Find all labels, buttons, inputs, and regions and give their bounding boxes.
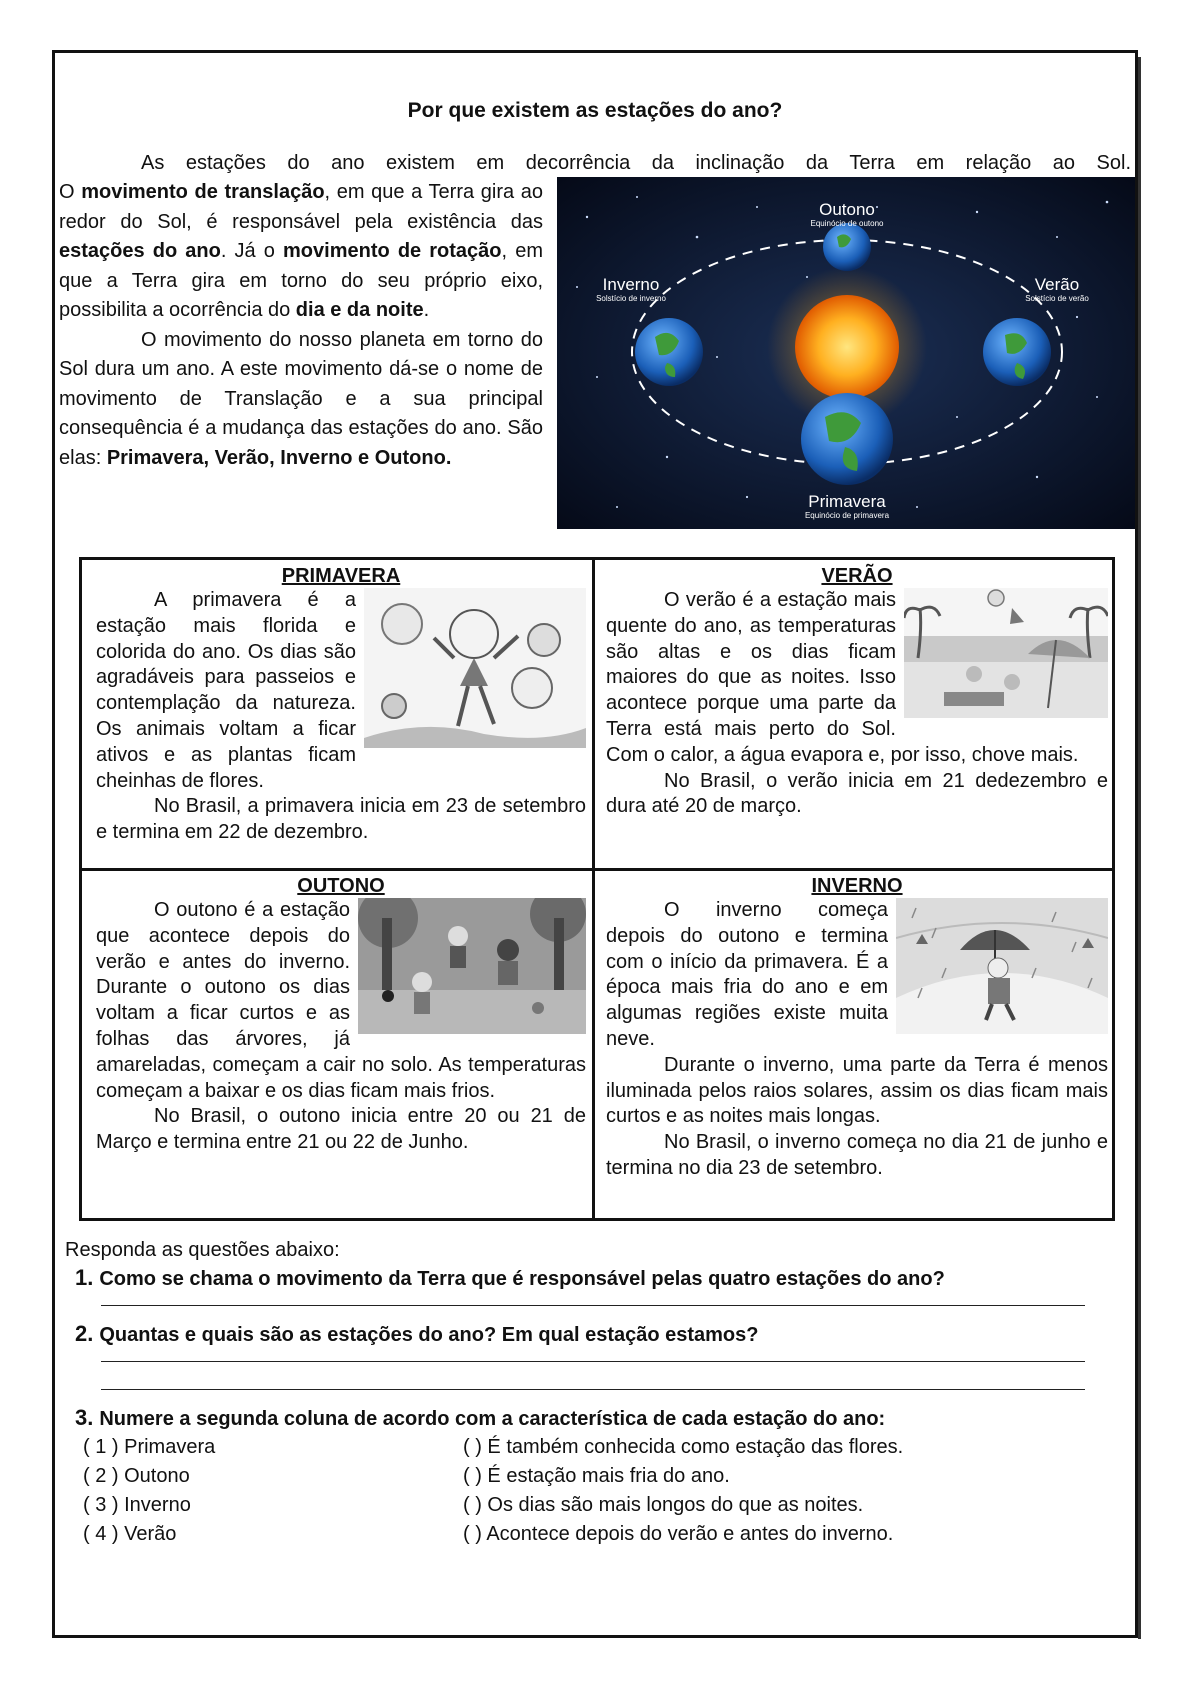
question-3-number: 3.	[75, 1405, 94, 1430]
match-right-item[interactable]: ( ) É estação mais fria do ano.	[463, 1465, 730, 1487]
intro-p2-bold: Primavera, Verão, Inverno e Outono.	[106, 446, 452, 469]
match-left-item: ( 4 ) Verão	[83, 1523, 177, 1545]
season-cell-inverno	[606, 874, 1108, 1182]
inverno-text-1: O inverno começa depois do outono e termina com o início da primavera. É a época mais fria do ano e em algumas regiões existe muita neve.	[606, 899, 888, 1050]
question-3	[75, 1405, 885, 1431]
season-title-inverno: INVERNO	[811, 875, 903, 897]
match-left-item: ( 3 ) Inverno	[83, 1494, 191, 1516]
question-1	[75, 1265, 945, 1291]
season-title-verao: VERÃO	[821, 565, 893, 587]
season-cell-primavera	[96, 564, 586, 846]
question-1-text: Como se chama o movimento da Terra que é responsável pelas quatro estações do ano?	[99, 1268, 945, 1290]
match-left-item: ( 2 ) Outono	[83, 1465, 190, 1487]
label-outono-sub: Equinócio de outono	[810, 219, 884, 228]
label-outono: Outono	[819, 200, 875, 219]
inverno-text-3: No Brasil, o inverno começa no dia 21 de junho e termina no dia 23 de setembro.	[606, 1131, 1108, 1179]
primavera-text-1: A primavera é a estação mais florida e colorida do ano. Os dias são agradáveis para passeios e contemplação da natureza. Os animais voltam a ficar ativos e as plantas ficam cheinhas de flores.	[96, 589, 356, 792]
question-2-text: Quantas e quais são as estações do ano? Em qual estação estamos?	[99, 1324, 759, 1346]
intro-p1-run: .	[423, 299, 430, 321]
page-title: Por que existem as estações do ano?	[407, 99, 783, 122]
beach-illustration	[904, 588, 1108, 718]
intro-text	[59, 178, 543, 473]
questions-intro: Responda as questões abaixo:	[65, 1239, 340, 1261]
intro-first-line: As estações do ano existem em decorrência da inclinação da Terra em relação ao Sol.	[141, 152, 1131, 174]
intro-p1-run: . Já o	[220, 240, 284, 262]
earth-autumn-icon	[823, 223, 871, 271]
season-title-primavera: PRIMAVERA	[281, 565, 401, 587]
answer-line-2a[interactable]	[101, 1361, 1085, 1362]
intro-p1-run: , em que a Terra gira ao redor do Sol, é responsável pela existência das	[59, 181, 543, 233]
question-2	[75, 1321, 759, 1347]
label-inverno: Inverno	[602, 275, 660, 294]
intro-paragraph-2	[59, 326, 543, 474]
question-2-number: 2.	[75, 1321, 94, 1346]
seasons-orbit-diagram	[557, 177, 1135, 529]
label-verao: Verão	[1034, 275, 1080, 294]
sun-icon	[795, 295, 899, 399]
question-1-number: 1.	[75, 1265, 94, 1290]
outono-text-2: No Brasil, o outono inicia entre 20 ou 21 de Março e termina entre 21 ou 22 de Junho.	[96, 1105, 586, 1154]
verao-text-2: No Brasil, o verão inicia em 21 dedezembro e dura até 20 de março.	[606, 769, 1108, 818]
intro-p1-run: dia e da noite	[295, 299, 424, 321]
intro-paragraph-1	[59, 178, 543, 326]
inverno-text-2: Durante o inverno, uma parte da Terra é menos iluminada pelos raios solares, assim os dias ficam mais curtos e as noites mais longas.	[606, 1053, 1108, 1128]
girl-with-flowers-illustration	[364, 588, 586, 748]
label-primavera-sub: Equinócio de primavera	[804, 511, 890, 520]
primavera-text-2: No Brasil, a primavera inicia em 23 de setembro e termina em 22 de dezembro.	[96, 795, 586, 844]
season-cell-outono	[96, 874, 586, 1156]
answer-line-2b[interactable]	[101, 1389, 1085, 1390]
match-right-item[interactable]: ( ) É também conhecida como estação das flores.	[463, 1436, 904, 1458]
match-right-item[interactable]: ( ) Os dias são mais longos do que as noites.	[463, 1494, 864, 1516]
children-autumn-leaves-illustration	[358, 898, 586, 1034]
outono-text-1: O outono é a estação que acontece depois do verão e antes do inverno. Durante o outono os dias voltam a ficar curtos e as folhas das árvores, já amareladas, começam a cair no solo. As temperaturas começam a baixar e os dias ficam mais frios.	[96, 899, 586, 1102]
page-frame	[52, 50, 1138, 1638]
label-primavera: Primavera	[808, 492, 886, 511]
label-verao-sub: Solstício de verão	[1025, 294, 1089, 303]
verao-text-1: O verão é a estação mais quente do ano, as temperaturas são altas e os dias ficam maiores do que as noites. Isso acontece porque uma parte da Terra está mais perto do Sol. Com o calor, a água evapora e, por isso, chove mais.	[606, 589, 1079, 766]
match-right-item[interactable]: ( ) Acontece depois do verão e antes do inverno.	[463, 1523, 894, 1545]
label-inverno-sub: Solstício de inverno	[596, 294, 666, 303]
intro-p1-run: movimento de rotação	[283, 240, 502, 262]
match-right-column	[463, 1433, 903, 1549]
match-left-column	[83, 1433, 215, 1549]
intro-p1-run: movimento de translação	[81, 181, 325, 203]
girl-in-rain-illustration	[896, 898, 1108, 1034]
intro-p1-run: , em que a Terra gira em torno do seu próprio eixo, possibilita a ocorrência do	[59, 240, 543, 321]
season-title-outono: OUTONO	[297, 875, 385, 897]
answer-line-1[interactable]	[101, 1305, 1085, 1306]
question-3-text: Numere a segunda coluna de acordo com a característica de cada estação do ano:	[99, 1408, 886, 1430]
intro-p2-text: O movimento do nosso planeta em torno do Sol dura um ano. A este movimento dá-se o nome de movimento de Translação e a sua principal consequência é a mudança das estações do ano. São elas:	[59, 328, 543, 469]
season-cell-verao	[606, 564, 1108, 820]
match-left-item: ( 1 ) Primavera	[83, 1436, 216, 1458]
seasons-table	[79, 557, 1115, 1221]
intro-p1-run: estações do ano	[59, 240, 221, 262]
intro-p1-run: O	[59, 181, 82, 203]
